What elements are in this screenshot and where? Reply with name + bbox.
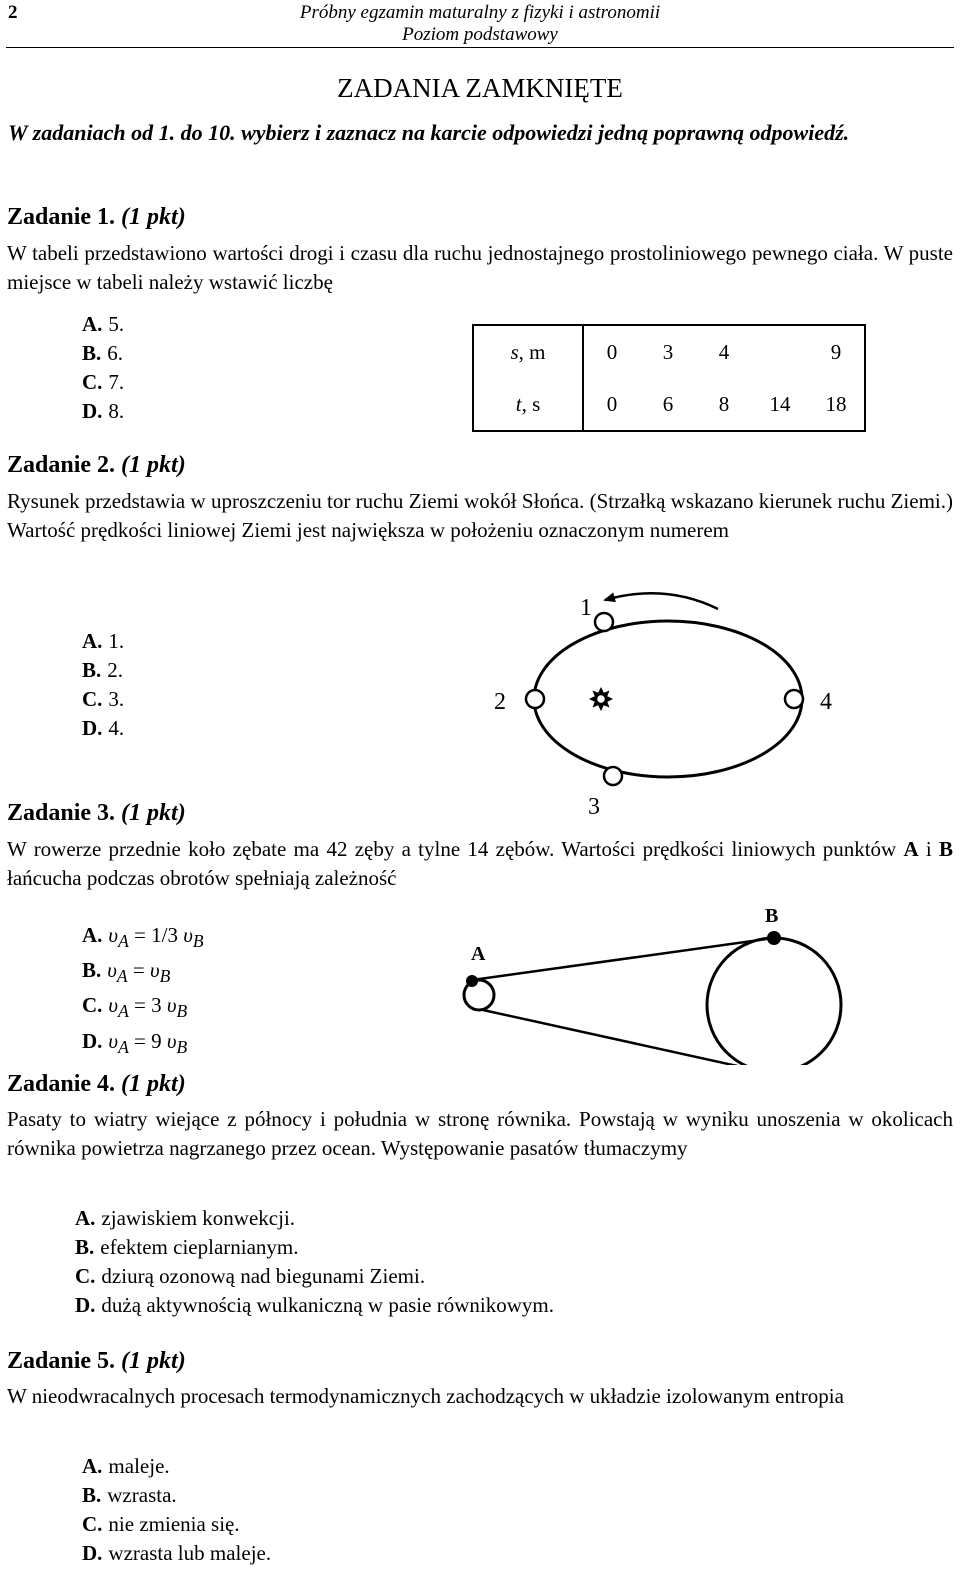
task-3-title [7,800,186,827]
subscript: B [176,1001,188,1022]
velocity-symbol: υ [108,1028,119,1053]
table-cell: 6 [640,378,696,431]
option-text: maleje. [108,1454,170,1478]
option-text: 3. [108,687,125,711]
direction-arrow-icon [605,593,718,609]
option-b[interactable] [82,956,204,991]
option-letter: C. [82,687,103,711]
position-label-3: 3 [588,794,600,820]
unit-label: , m [518,339,546,364]
option-letter: B. [82,1483,102,1507]
subscript: B [176,1036,188,1057]
earth-position-3 [604,767,622,785]
option-a[interactable] [75,1204,554,1233]
option-text: dużą aktywnością wulkaniczną w pasie równikowym. [101,1293,554,1317]
subscript: A [118,1001,129,1022]
task-1-title [7,204,186,231]
task-3-options [82,921,204,1062]
table-cell: 9 [808,325,865,378]
option-letter: B. [82,341,102,365]
orbit-ellipse [534,621,802,777]
option-letter: C. [82,1512,103,1536]
row-label [473,378,583,431]
relation: = [127,958,150,983]
option-text: nie zmienia się. [108,1512,240,1536]
instructions: W zadaniach od 1. do 10. wybierz i zaznacz na karcie odpowiedzi jedną poprawną odpowiedź. [8,120,850,145]
earth-position-1 [595,613,613,631]
velocity-symbol: υ [108,993,119,1018]
point-b-marker [767,931,781,945]
option-text: 4. [108,716,125,740]
position-label-4: 4 [820,689,832,715]
option-text: 5. [108,312,125,336]
task-2-text: Rysunek przedstawia w uproszczeniu tor ruchu Ziemi wokół Słońca. (Strzałką wskazano kierunek ruchu Ziemi.) Wartość prędkości liniowej Ziemi jest największa w położeniu oznaczonym numerem [7,489,953,542]
task-2-options [82,627,124,743]
option-letter: A. [82,629,103,653]
text-segment: łańcucha podczas obrotów spełniają zależność [7,866,397,890]
task-5-options [82,1452,271,1568]
option-letter: A. [82,312,103,336]
option-text: 6. [107,341,124,365]
position-label-2: 2 [494,689,506,715]
task-points: (1 pkt) [121,1348,186,1374]
task-1-text: W tabeli przedstawiono wartości drogi i czasu dla ruchu jednostajnego prostoliniowego pewnego ciała. W puste miejsce w tabeli należy wstawić liczbę [7,241,953,294]
option-letter: D. [75,1293,96,1317]
point-b-ref: B [938,837,953,861]
row-label [473,325,583,378]
option-c[interactable] [82,1510,271,1539]
task-title-label: Zadanie 2. [7,452,116,478]
task-title-label: Zadanie 5. [7,1348,116,1374]
table-row-time [473,378,865,431]
bicycle-chain-diagram [455,895,875,1065]
table-cell: 18 [808,378,865,431]
option-c[interactable] [82,685,124,714]
task-5-title [7,1348,186,1375]
option-a[interactable] [82,627,124,656]
option-letter: C. [75,1264,96,1288]
subscript: B [159,966,171,987]
point-b-label: B [765,905,779,927]
velocity-symbol: υ [108,923,119,947]
table-cell: 0 [583,325,640,378]
velocity-symbol: υ [183,923,193,947]
option-letter: C. [82,370,103,394]
option-text: zjawiskiem konwekcji. [101,1206,296,1230]
option-text: efektem cieplarnianym. [100,1235,299,1259]
option-c[interactable] [82,991,204,1026]
table-cell-empty [752,325,808,378]
option-c[interactable] [75,1262,554,1291]
option-letter: B. [75,1235,95,1259]
option-letter: D. [82,399,103,423]
subscript: B [192,931,204,952]
variable-symbol: t [515,391,522,416]
option-text: wzrasta. [107,1483,177,1507]
velocity-symbol: υ [149,958,160,983]
sun-icon [589,687,613,711]
task-4-text: Pasaty to wiatry wiejące z północy i południa w stronę równika. Powstają w wyniku unoszenia w okolicach równika powietrza nagrzanego przez ocean. Występowanie pasatów tłumaczymy [7,1107,953,1160]
position-label-1: 1 [580,595,592,621]
task-title-label: Zadanie 1. [7,204,116,230]
option-d[interactable] [82,714,124,743]
relation: = 1/3 [128,923,184,947]
option-letter: A. [82,923,103,947]
option-d[interactable] [82,397,124,426]
table-row-distance [473,325,865,378]
option-a[interactable] [82,1452,271,1481]
task-points: (1 pkt) [121,204,186,230]
option-letter: A. [75,1206,96,1230]
table-cell: 8 [696,378,752,431]
table-cell: 0 [583,378,640,431]
table-cell: 14 [752,378,808,431]
option-b[interactable] [75,1233,554,1262]
subscript: A [116,966,128,987]
task-4-title [7,1071,186,1098]
text-segment: i [918,837,939,861]
text-segment: W rowerze przednie koło zębate ma 42 zęby a tylne 14 zębów. Wartości prędkości liniowych punktów [7,837,904,861]
point-a-ref: A [903,837,919,861]
point-a-label: A [471,943,486,965]
task-1-options [82,310,124,426]
option-letter: A. [82,1454,103,1478]
task-title-label: Zadanie 4. [7,1071,116,1097]
header-title-line2: Poziom podstawowy [402,24,558,45]
option-b[interactable] [82,339,124,368]
task-5-text: W nieodwracalnych procesach termodynamicznych zachodzących w układzie izolowanym entropia [7,1384,844,1408]
velocity-symbol: υ [166,993,177,1018]
header-rule [6,47,954,48]
task-points: (1 pkt) [121,1071,186,1097]
relation: = 3 [128,993,167,1018]
option-a[interactable] [82,310,124,339]
point-a-marker [466,975,478,987]
option-letter: B. [82,958,102,983]
task-3-text [7,835,953,893]
table-cell: 3 [640,325,696,378]
option-a[interactable] [82,921,204,956]
running-header [0,2,960,46]
option-text: 1. [108,629,125,653]
option-letter: D. [82,1541,103,1565]
relation: = 9 [128,1028,167,1053]
option-d[interactable] [82,1539,271,1568]
task-4-options [75,1204,554,1320]
task-points: (1 pkt) [121,800,186,826]
option-b[interactable] [82,1481,271,1510]
option-text: 7. [108,370,125,394]
subscript: A [118,931,129,952]
option-letter: C. [82,993,103,1018]
header-title-line1: Próbny egzamin maturalny z fizyki i astronomii [299,2,661,23]
variable-symbol: s [510,339,519,364]
task-2-title [7,452,186,479]
task-title-label: Zadanie 3. [7,800,116,826]
table-cell: 4 [696,325,752,378]
front-sprocket [707,938,841,1065]
option-letter: D. [82,716,103,740]
velocity-symbol: υ [107,958,117,983]
option-b[interactable] [82,656,124,685]
option-letter: B. [82,658,102,682]
earth-position-4 [785,690,803,708]
option-letter: D. [82,1028,103,1053]
option-d[interactable] [75,1291,554,1320]
section-title: ZADANIA ZAMKNIĘTE [337,73,623,103]
velocity-symbol: υ [166,1028,177,1053]
option-text: wzrasta lub maleje. [108,1541,272,1565]
option-c[interactable] [82,368,124,397]
option-d[interactable] [82,1027,204,1062]
option-text: 8. [108,399,125,423]
earth-orbit-diagram [480,575,860,825]
task-points: (1 pkt) [121,452,186,478]
page-number: 2 [8,2,18,23]
subscript: A [118,1036,129,1057]
option-text: dziurą ozonową nad biegunami Ziemi. [101,1264,426,1288]
distance-time-table [472,324,866,432]
earth-position-2 [526,690,544,708]
option-text: 2. [107,658,124,682]
unit-label: , s [521,391,541,416]
